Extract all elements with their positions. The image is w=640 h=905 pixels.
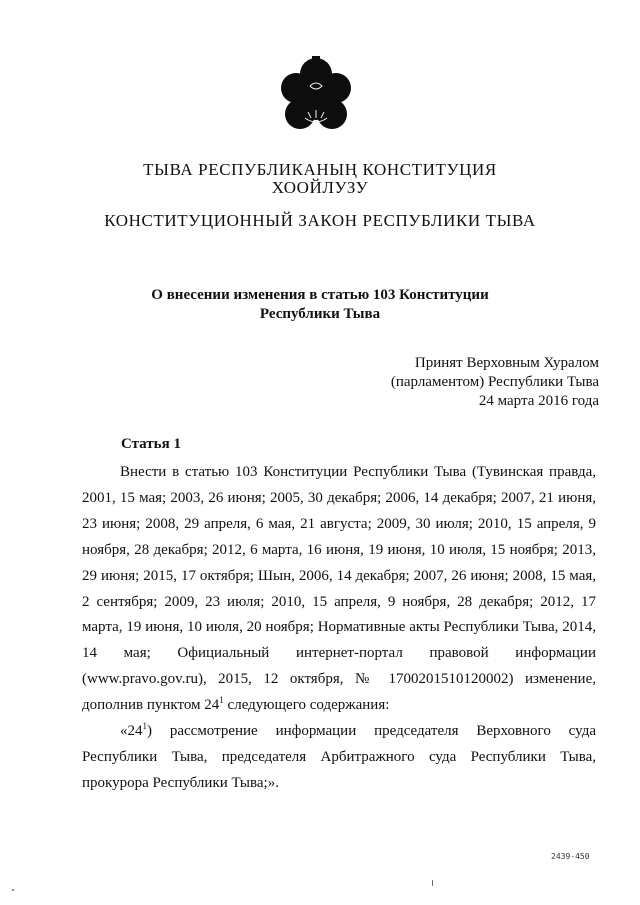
- adoption-line2: (парламентом) Республики Тыва: [390, 374, 599, 390]
- paragraph-1-tail: следующего содержания:: [223, 697, 390, 714]
- paragraph-2-text: ) рассмотрение информации председателя Верховного суда Республики Тыва, председателя Арбитражного суда Республики Тыва, прокурора Республики Тыва;».: [82, 723, 596, 791]
- header-tyva-line2: ХООЙЛУЗУ: [271, 178, 369, 197]
- scan-speck: [12, 889, 14, 891]
- tyva-emblem-icon: [278, 52, 354, 144]
- document-number: 2439-450: [551, 852, 590, 861]
- law-title-line2: Республики Тыва: [259, 306, 381, 322]
- paragraph-1-superscript: 1: [219, 695, 224, 706]
- article-heading: Статья 1: [121, 436, 181, 452]
- article-body: [82, 460, 596, 797]
- article-paragraph-1: [82, 460, 596, 719]
- paragraph-2-open: «24: [120, 723, 143, 740]
- header-tyva-line1: ТЫВА РЕСПУБЛИКАНЫҢ КОНСТИТУЦИЯ: [143, 160, 497, 179]
- adoption-note: [279, 354, 599, 411]
- article-paragraph-2: [82, 719, 596, 797]
- paragraph-2-superscript: 1: [142, 721, 147, 732]
- law-title-line1: О внесении изменения в статью 103 Конституции: [151, 287, 489, 303]
- header-ru-line: КОНСТИТУЦИОННЫЙ ЗАКОН РЕСПУБЛИКИ ТЫВА: [104, 211, 536, 230]
- scan-speck: [432, 880, 433, 886]
- adoption-date: 24 марта 2016 года: [478, 393, 599, 409]
- paragraph-1-text: Внести в статью 103 Конституции Республики Тыва (Тувинская правда, 2001, 15 мая; 2003, 26 июня; 2005, 30 декабря; 2006, 14 декабря; 2007, 21 июня, 23 июня; 2008, 29 апреля, 6 мая, 21 августа; 2009, 30 июля; 2010, 15 апреля, 9 ноября, 28 декабря; 2012, 6 марта, 16 июня, 19 июня, 10 июля, 15 ноября; 2013, 29 июня; 2015, 17 октября; Шын, 2006, 14 декабря; 2007, 26 июня; 2008, 15 мая, 2 сентября; 2009, 23 июля; 2010, 15 апреля, 9 ноября, 28 декабря; 2012, 17 марта, 19 июня, 10 июля, 20 ноября; Нормативные акты Республики Тыва, 2014, 14 мая; Официальный интернет-портал правовой информации (www.pravo.gov.ru), 2015, 12 октября, № 1700201510120002) изменение, дополнив пунктом 24: [82, 464, 596, 714]
- adoption-line1: Принят Верховным Хуралом: [414, 355, 599, 371]
